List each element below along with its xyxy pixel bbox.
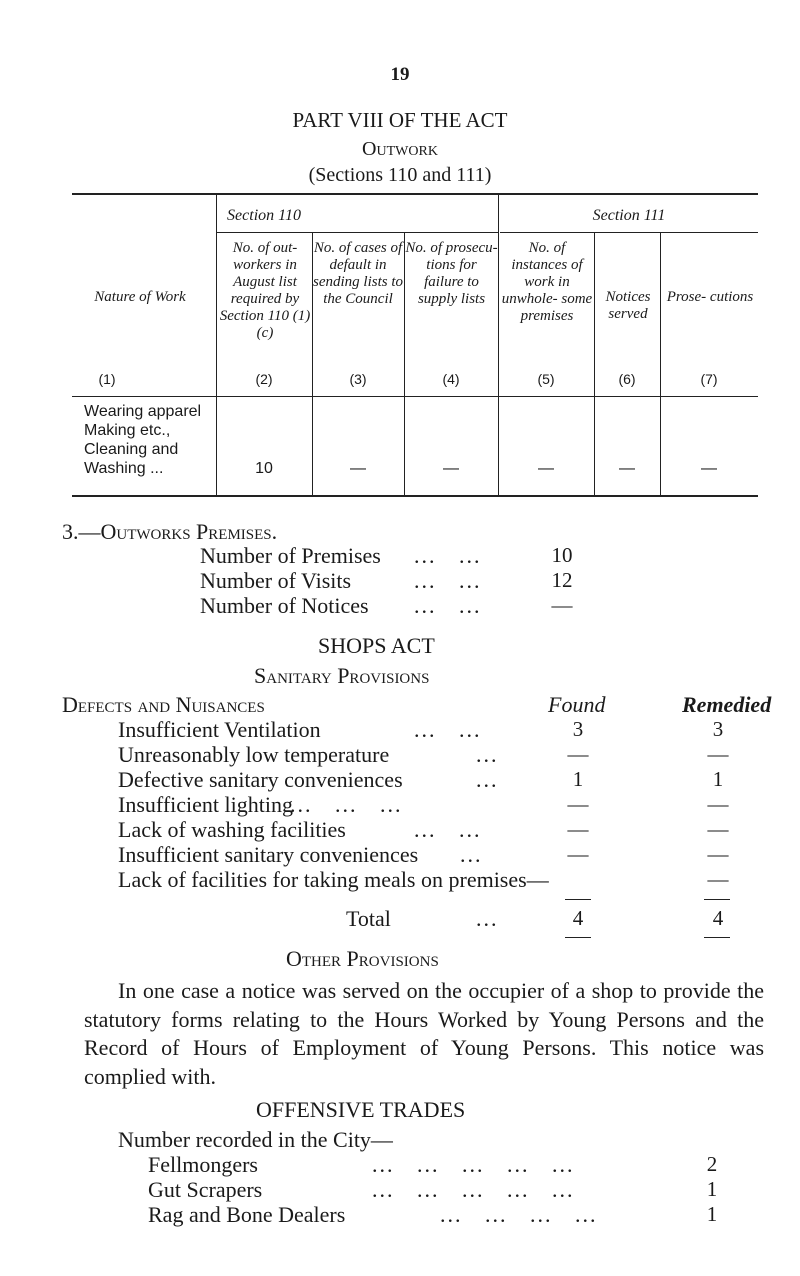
defect-found: —: [567, 817, 589, 841]
shops-act-title: SHOPS ACT: [318, 633, 435, 658]
total-remedied: 4: [712, 906, 724, 930]
defect-remedied: —: [707, 817, 729, 841]
list-item-value: —: [551, 593, 573, 617]
col-header-default-cases: No. of cases of default in sending lists to the Council: [313, 240, 404, 307]
trade-value: 1: [706, 1202, 718, 1226]
offensive-intro: Number recorded in the City—: [118, 1127, 393, 1152]
remedied-header: Remedied: [682, 692, 772, 717]
part-title: PART VIII OF THE ACT: [292, 108, 508, 132]
leader-dots: ... ...: [414, 593, 482, 618]
other-provisions-title: Other Provisions: [286, 946, 439, 971]
section111-header: Section 111: [592, 207, 666, 224]
outwork-subtitle: Outwork: [362, 138, 438, 160]
leader-dots: ...: [476, 906, 499, 931]
col-header-unwholesome: No. of instances of work in unwhole- some premises: [501, 240, 593, 324]
leader-dots: ... ... ... ...: [440, 1202, 598, 1227]
leader-dots: ... ...: [414, 817, 482, 842]
other-provisions-text: In one case a notice was served on the occupier of a shop to provide the statutory forms relating to the Hours Worked by Young Persons and the Record of Hours of Employment of Young Persons. This notice was complied with.: [84, 978, 764, 1089]
total-label: Total: [346, 906, 391, 931]
table-cell: 10: [255, 460, 273, 477]
defect-label: Defective sanitary conveniences: [118, 767, 403, 792]
col-header-prosecutions: Prose- cutions: [666, 289, 754, 305]
total-rule: [704, 899, 730, 900]
defect-label: Insufficient sanitary conveniences: [118, 842, 419, 867]
list-item-value: 12: [551, 568, 573, 592]
trade-value: 2: [706, 1152, 718, 1176]
col-num: (2): [255, 371, 273, 387]
defect-found: —: [567, 842, 589, 866]
col-header-notices: Notices served: [605, 289, 651, 322]
col-header-outworkers: No. of out-workers in August list required by Section 110 (1) (c): [219, 240, 311, 341]
defect-label: Unreasonably low temperature: [118, 742, 390, 767]
section111-underline: [500, 232, 758, 233]
table-vrule: [498, 195, 499, 495]
defect-label: Lack of facilities for taking meals on premises—: [118, 867, 549, 892]
table-cell: —: [443, 460, 459, 477]
trade-label: Fellmongers: [148, 1152, 258, 1177]
sections-note: (Sections 110 and 111): [308, 164, 492, 186]
col-num: (6): [618, 371, 636, 387]
col-num: (4): [442, 371, 460, 387]
table-vrule: [594, 233, 595, 495]
total-found: 4: [572, 906, 584, 930]
trade-label: Rag and Bone Dealers: [148, 1202, 346, 1227]
leader-dots: ... ... ...: [290, 792, 403, 817]
list-item-value: 10: [551, 543, 573, 567]
defects-heading: Defects and Nuisances: [62, 692, 265, 717]
table-cell-nature: Wearing apparel Making etc., Cleaning and Washing ...: [84, 403, 202, 477]
col-num: (1): [98, 371, 116, 387]
leader-dots: ... ... ... ... ...: [372, 1177, 575, 1202]
total-rule: [565, 899, 591, 900]
col-num: (5): [537, 371, 555, 387]
leader-dots: ...: [476, 742, 499, 767]
total-rule: [704, 937, 730, 938]
defect-remedied: —: [707, 867, 729, 891]
section110-underline: [216, 232, 498, 233]
leader-dots: ... ...: [414, 717, 482, 742]
defect-label: Insufficient Ventilation: [118, 717, 321, 742]
table-header-rule: [72, 396, 758, 397]
defect-found: —: [567, 742, 589, 766]
list-item-label: Number of Notices: [200, 593, 369, 618]
defect-label: Lack of washing facilities: [118, 817, 346, 842]
col-num: (3): [349, 371, 367, 387]
leader-dots: ...: [476, 767, 499, 792]
outworks-heading: 3.—Outworks Premises.: [62, 519, 278, 544]
offensive-trades-title: OFFENSIVE TRADES: [256, 1097, 466, 1122]
defect-found: 3: [572, 717, 584, 741]
table-vrule: [216, 195, 217, 495]
table-cell: —: [701, 460, 717, 477]
defect-found: 1: [572, 767, 584, 791]
defect-found: —: [567, 792, 589, 816]
defect-label: Insufficient lighting: [118, 792, 293, 817]
leader-dots: ... ...: [414, 568, 482, 593]
col-header-prosecutions-lists: No. of prosecu- tions for failure to supply lists: [405, 240, 498, 307]
col-header-nature: Nature of Work: [94, 289, 186, 305]
table-top-rule: [72, 193, 758, 195]
list-item-label: Number of Premises: [200, 543, 381, 568]
table-cell: —: [619, 460, 635, 477]
sanitary-title: Sanitary Provisions: [254, 663, 430, 688]
trade-label: Gut Scrapers: [148, 1177, 263, 1202]
table-cell: —: [350, 460, 366, 477]
leader-dots: ... ... ... ... ...: [372, 1152, 575, 1177]
defect-remedied: —: [707, 792, 729, 816]
total-rule: [565, 937, 591, 938]
trade-value: 1: [706, 1177, 718, 1201]
list-item-label: Number of Visits: [200, 568, 352, 593]
section110-header: Section 110: [227, 207, 301, 224]
defect-remedied: —: [707, 842, 729, 866]
table-cell: —: [538, 460, 554, 477]
defect-remedied: 1: [712, 767, 724, 791]
found-header: Found: [548, 692, 606, 717]
leader-dots: ...: [460, 842, 483, 867]
table-vrule: [660, 233, 661, 495]
leader-dots: ... ...: [414, 543, 482, 568]
page-number: 19: [390, 64, 410, 85]
col-num: (7): [700, 371, 718, 387]
defect-remedied: —: [707, 742, 729, 766]
table-bottom-rule: [72, 495, 758, 497]
defect-remedied: 3: [712, 717, 724, 741]
